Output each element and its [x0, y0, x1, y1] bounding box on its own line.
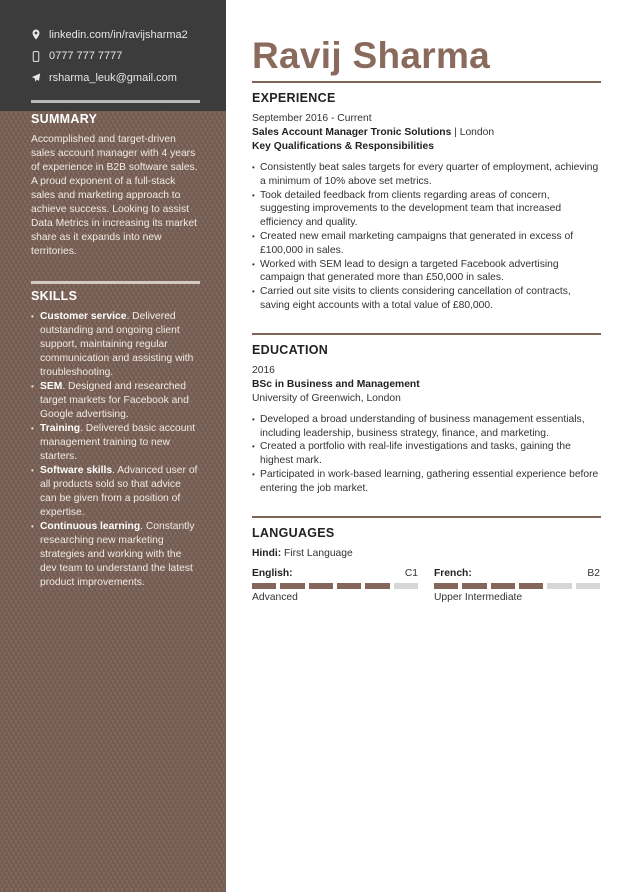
subheading-text: Key Qualifications & Responsibilities — [252, 141, 434, 152]
experience-heading: EXPERIENCE — [252, 91, 336, 105]
skill-text: . Delivered basic account management training to new starters. — [40, 423, 196, 462]
experience-dates: September 2016 - Current — [252, 113, 372, 124]
skills-divider — [31, 281, 200, 284]
native-language-label: Hindi: — [252, 547, 282, 559]
phone-text: 0777 777 7777 — [49, 50, 123, 63]
languages-heading: LANGUAGES — [252, 525, 335, 540]
skill-text: . Delivered outstanding and ongoing client support, maintaining regular communication and assisting with troubleshooting. — [40, 311, 194, 378]
experience-subheading — [252, 140, 602, 154]
experience-bullet: • Took detailed feedback from clients regarding areas of concern, suggesting improvements to the development team that increased efficiency and quality. — [252, 189, 602, 230]
education-bullet: • Developed a broad understanding of business management essentials, including leadership, business strategy, finance, and marketing. — [252, 413, 602, 441]
skill-title: Continuous learning — [40, 521, 141, 532]
bar-segment-filled — [365, 583, 389, 589]
native-language-value: First Language — [281, 547, 353, 559]
bar-segment-empty — [576, 583, 600, 589]
language-code: B2 — [587, 567, 600, 579]
summary-text: Accomplished and target-driven sales account manager with 4 years of experience in B2B software sales. A proud exponent of a full-stack sales and marketing approach to achieve success. Looking to assist Data Metrics in increasing its market share as it expands into new territories. — [31, 134, 198, 257]
education-bullet: • Participated in work-based learning, gathering essential experience before entering the job market. — [252, 468, 602, 496]
languages-divider — [252, 516, 601, 518]
proficiency-bar — [434, 583, 600, 589]
email-text: rsharma_leuk@gmail.com — [49, 71, 177, 84]
skill-title: Training — [40, 423, 81, 434]
skills-list — [31, 310, 200, 590]
bar-segment-filled — [309, 583, 333, 589]
bar-segment-filled — [337, 583, 361, 589]
experience-bullet: • Worked with SEM lead to design a targeted Facebook advertising campaign that generated more than £50,000 in sales. — [252, 258, 602, 286]
education-section — [252, 343, 602, 496]
skill-title: SEM — [40, 381, 63, 392]
bar-segment-filled — [519, 583, 543, 589]
job-location: London — [459, 127, 495, 138]
paper-plane-icon — [31, 72, 41, 84]
education-school: University of Greenwich, London — [252, 392, 401, 404]
degree-text: BSc in Business and Management — [252, 378, 420, 390]
contact-block — [0, 0, 226, 111]
language-english — [252, 568, 418, 605]
proficiency-bar — [252, 583, 418, 589]
native-language — [252, 547, 602, 561]
education-bullets — [252, 413, 602, 496]
skill-item — [31, 520, 200, 590]
experience-section — [252, 91, 602, 313]
language-french — [434, 568, 600, 605]
skill-title: Customer service — [40, 311, 127, 322]
mobile-phone-icon — [31, 50, 41, 62]
language-label: English: — [252, 567, 293, 579]
skill-text: . Designed and researched target markets for Facebook and Google advertising. — [40, 381, 189, 420]
bar-segment-empty — [547, 583, 571, 589]
experience-bullets — [252, 161, 602, 313]
sidebar — [0, 0, 226, 892]
bar-segment-filled — [434, 583, 458, 589]
experience-bullet: • Carried out site visits to clients considering cancellation of contracts, saving eight accounts with a total value of £80,000. — [252, 285, 602, 313]
skills-heading: SKILLS — [31, 289, 78, 303]
bar-segment-filled — [462, 583, 486, 589]
language-level: Advanced — [252, 591, 298, 603]
language-label: French: — [434, 567, 472, 579]
candidate-name: Ravij Sharma — [252, 35, 491, 76]
language-level: Upper Intermediate — [434, 591, 523, 603]
main-content — [252, 0, 602, 605]
skill-item — [31, 380, 200, 422]
education-bullet: • Created a portfolio with real-life investigations and tasks, gaining the highest mark. — [252, 440, 602, 468]
skill-item — [31, 310, 200, 380]
experience-bullet: • Created new email marketing campaigns that generated in excess of £100,000 in sales. — [252, 230, 602, 258]
role-separator: | — [451, 127, 460, 138]
contact-linkedin[interactable] — [31, 24, 226, 46]
skills-section — [0, 289, 226, 590]
summary-heading: SUMMARY — [31, 112, 98, 126]
experience-bullet: • Consistently beat sales targets for every quarter of employment, achieving a minimum of 10% above set metrics. — [252, 161, 602, 189]
contact-divider — [31, 100, 200, 103]
skill-item — [31, 422, 200, 464]
skill-text: . Constantly researching new marketing strategies and working with the dev team to understand the latest product improvements. — [40, 521, 195, 588]
skill-title: Software skills — [40, 465, 113, 476]
bar-segment-filled — [491, 583, 515, 589]
skill-text: . Advanced user of all products sold so that advice can be given from a position of expertise. — [40, 465, 198, 518]
languages-section — [252, 526, 602, 605]
language-code: C1 — [404, 567, 418, 579]
summary-section — [0, 112, 226, 284]
contact-email[interactable] — [31, 67, 226, 89]
contact-phone[interactable] — [31, 46, 226, 68]
experience-role-line — [252, 126, 602, 140]
skill-item — [31, 464, 200, 520]
linkedin-text: linkedin.com/in/ravijsharma2 — [49, 28, 188, 41]
bar-segment-empty — [394, 583, 418, 589]
bar-segment-filled — [280, 583, 304, 589]
education-heading: EDUCATION — [252, 342, 329, 357]
language-levels — [252, 568, 602, 605]
bar-segment-filled — [252, 583, 276, 589]
experience-divider — [252, 81, 601, 83]
education-degree — [252, 378, 602, 392]
education-year: 2016 — [252, 364, 275, 376]
education-divider — [252, 333, 601, 335]
location-pin-icon — [31, 29, 41, 41]
job-title: Sales Account Manager Tronic Solutions — [252, 127, 452, 138]
